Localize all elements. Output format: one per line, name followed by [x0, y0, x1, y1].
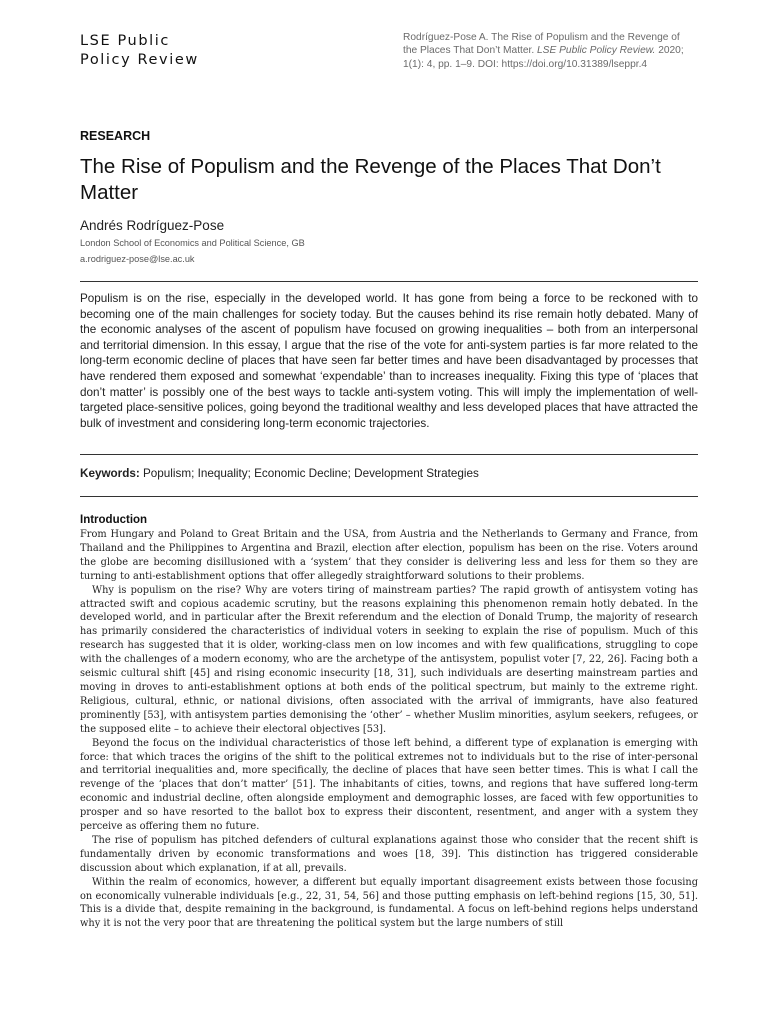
journal-name-line1: LSE Public [80, 33, 170, 49]
keywords [80, 467, 698, 480]
citation-journal: LSE Public Policy Review. [537, 45, 656, 57]
author-affiliation: London School of Economics and Political Science, GB [80, 238, 305, 248]
citation [403, 31, 695, 71]
author-name: Andrés Rodríguez-Pose [80, 218, 225, 233]
divider [80, 496, 698, 497]
citation-prefix: Rodríguez-Pose A. The Rise of Populism and the Revenge of the Places That Don’t Matter. [403, 32, 680, 57]
divider [80, 281, 698, 282]
section-heading: Introduction [80, 514, 148, 526]
body-paragraph: From Hungary and Poland to Great Britain and the USA, from Austria and the Netherlands to Germany and France, from Thailand and the Philippines to Argentina and Brazil, election after election, populism has been on the rise. Voters around the globe are becoming disillusioned with a ‘system’ that they consider is delivering less and less for them so they are turning to anti-establishment options that offer allegedly straightforward solutions to their problems. [80, 529, 698, 582]
abstract: Populism is on the rise, especially in the developed world. It has gone from being a force to be reckoned with to becoming one of the main challenges for society today. But the causes behind its rise remain hotly debated. Many of the economic analyses of the ascent of populism have focused on growing inequalities – both from an interpersonal and territorial dimension. In this essay, I argue that the rise of the vote for anti-system parties is far more related to the long-term economic decline of places that have seen far better times and have been disadvantaged by processes that have rendered them exposed and somewhat ‘expendable’ than to increases inequality. Fixing this type of ‘places that don’t matter’ is possibly one of the best ways to tackle anti-system voting. This will imply the implementation of well-targeted place-sensitive polices, going beyond the traditional wealthy and less developed places that have attracted the bulk of investment and considering long-term economic trajectories. [80, 292, 698, 430]
section-tag: RESEARCH [80, 129, 151, 143]
body-paragraph: Beyond the focus on the individual characteristics of those left behind, a different type of explanation is emerging with force: that which traces the origins of the shift to the political extremes not to individuals but to the rise of inter-personal and territorial inequalities and, more specifically, the decline of places that have seen better times. This is what I call the revenge of the ‘places that don’t matter’ [51]. The inhabitants of cities, towns, and regions that have suffered long-term economic and industrial decline, often alongside employment and demographic losses, are faced with few opportunities to prosper and so have resorted to the ballot box to express their discontent, resentment, and anger with a system they perceive as offering them no future. [80, 737, 698, 833]
divider [80, 454, 698, 455]
journal-name-line2: Policy Review [80, 52, 199, 68]
body-paragraph: Within the realm of economics, however, a different but equally important disagreement exists between those focusing on economically vulnerable individuals [e.g., 22, 31, 54, 56] and those putting emphasis on left-behind regions [15, 30, 51]. This is a divide that, despite remaining in the background, is fundamental. A focus on left-behind regions helps understand why it is not the very poor that are threatening the political system but the large numbers of still [80, 876, 698, 930]
article-title: The Rise of Populism and the Revenge of the Places That Don’t Matter [80, 155, 661, 204]
keywords-label: Keywords: [80, 467, 140, 480]
article-body [80, 513, 698, 931]
body-paragraph: Why is populism on the rise? Why are voters tiring of mainstream parties? The rapid growth of antisystem voting has attracted swift and copious academic scrutiny, but the reasons explaining this phenomenon remain hotly debated. In the developed world, and in particular after the Brexit referendum and the election of Donald Trump, the majority of research has primarily considered the characteristics of individual voters in seeking to explain the rise of populism. Much of this research has suggested that it is older, working-class men on low incomes and with few qualifications, struggling to cope with the challenges of a modern economy, who are the archetype of the antisystem, populist voter [7, 22, 26]. Facing both a seismic cultural shift [45] and rising economic insecurity [18, 31], such individuals are deserting mainstream parties and moving in droves to anti-establishment options at both ends of the political spectrum, but mainly to the extreme right. Religious, cultural, ethnic, or national divisions, often associated with the arrival of immigrants, have also featured prominently [53], with antisystem parties demonising the ‘other’ – whether Muslim minorities, asylum seekers, refugees, or the supposed elite – to achieve their electoral objectives [53]. [80, 584, 698, 735]
author-email[interactable]: a.rodriguez-pose@lse.ac.uk [80, 254, 195, 264]
body-paragraph: The rise of populism has pitched defenders of cultural explanations against those who consider that the recent shift is fundamentally driven by economic transformations and woes [18, 39]. This distinction has triggered considerable discussion about which explanation, if at all, prevails. [80, 834, 698, 874]
citation-suffix: 2020; 1(1): 4, pp. 1–9. DOI: https://doi.org/10.31389/lseppr.4 [403, 45, 684, 70]
keywords-text: Populism; Inequality; Economic Decline; Development Strategies [139, 467, 479, 480]
journal-logo [80, 32, 199, 70]
